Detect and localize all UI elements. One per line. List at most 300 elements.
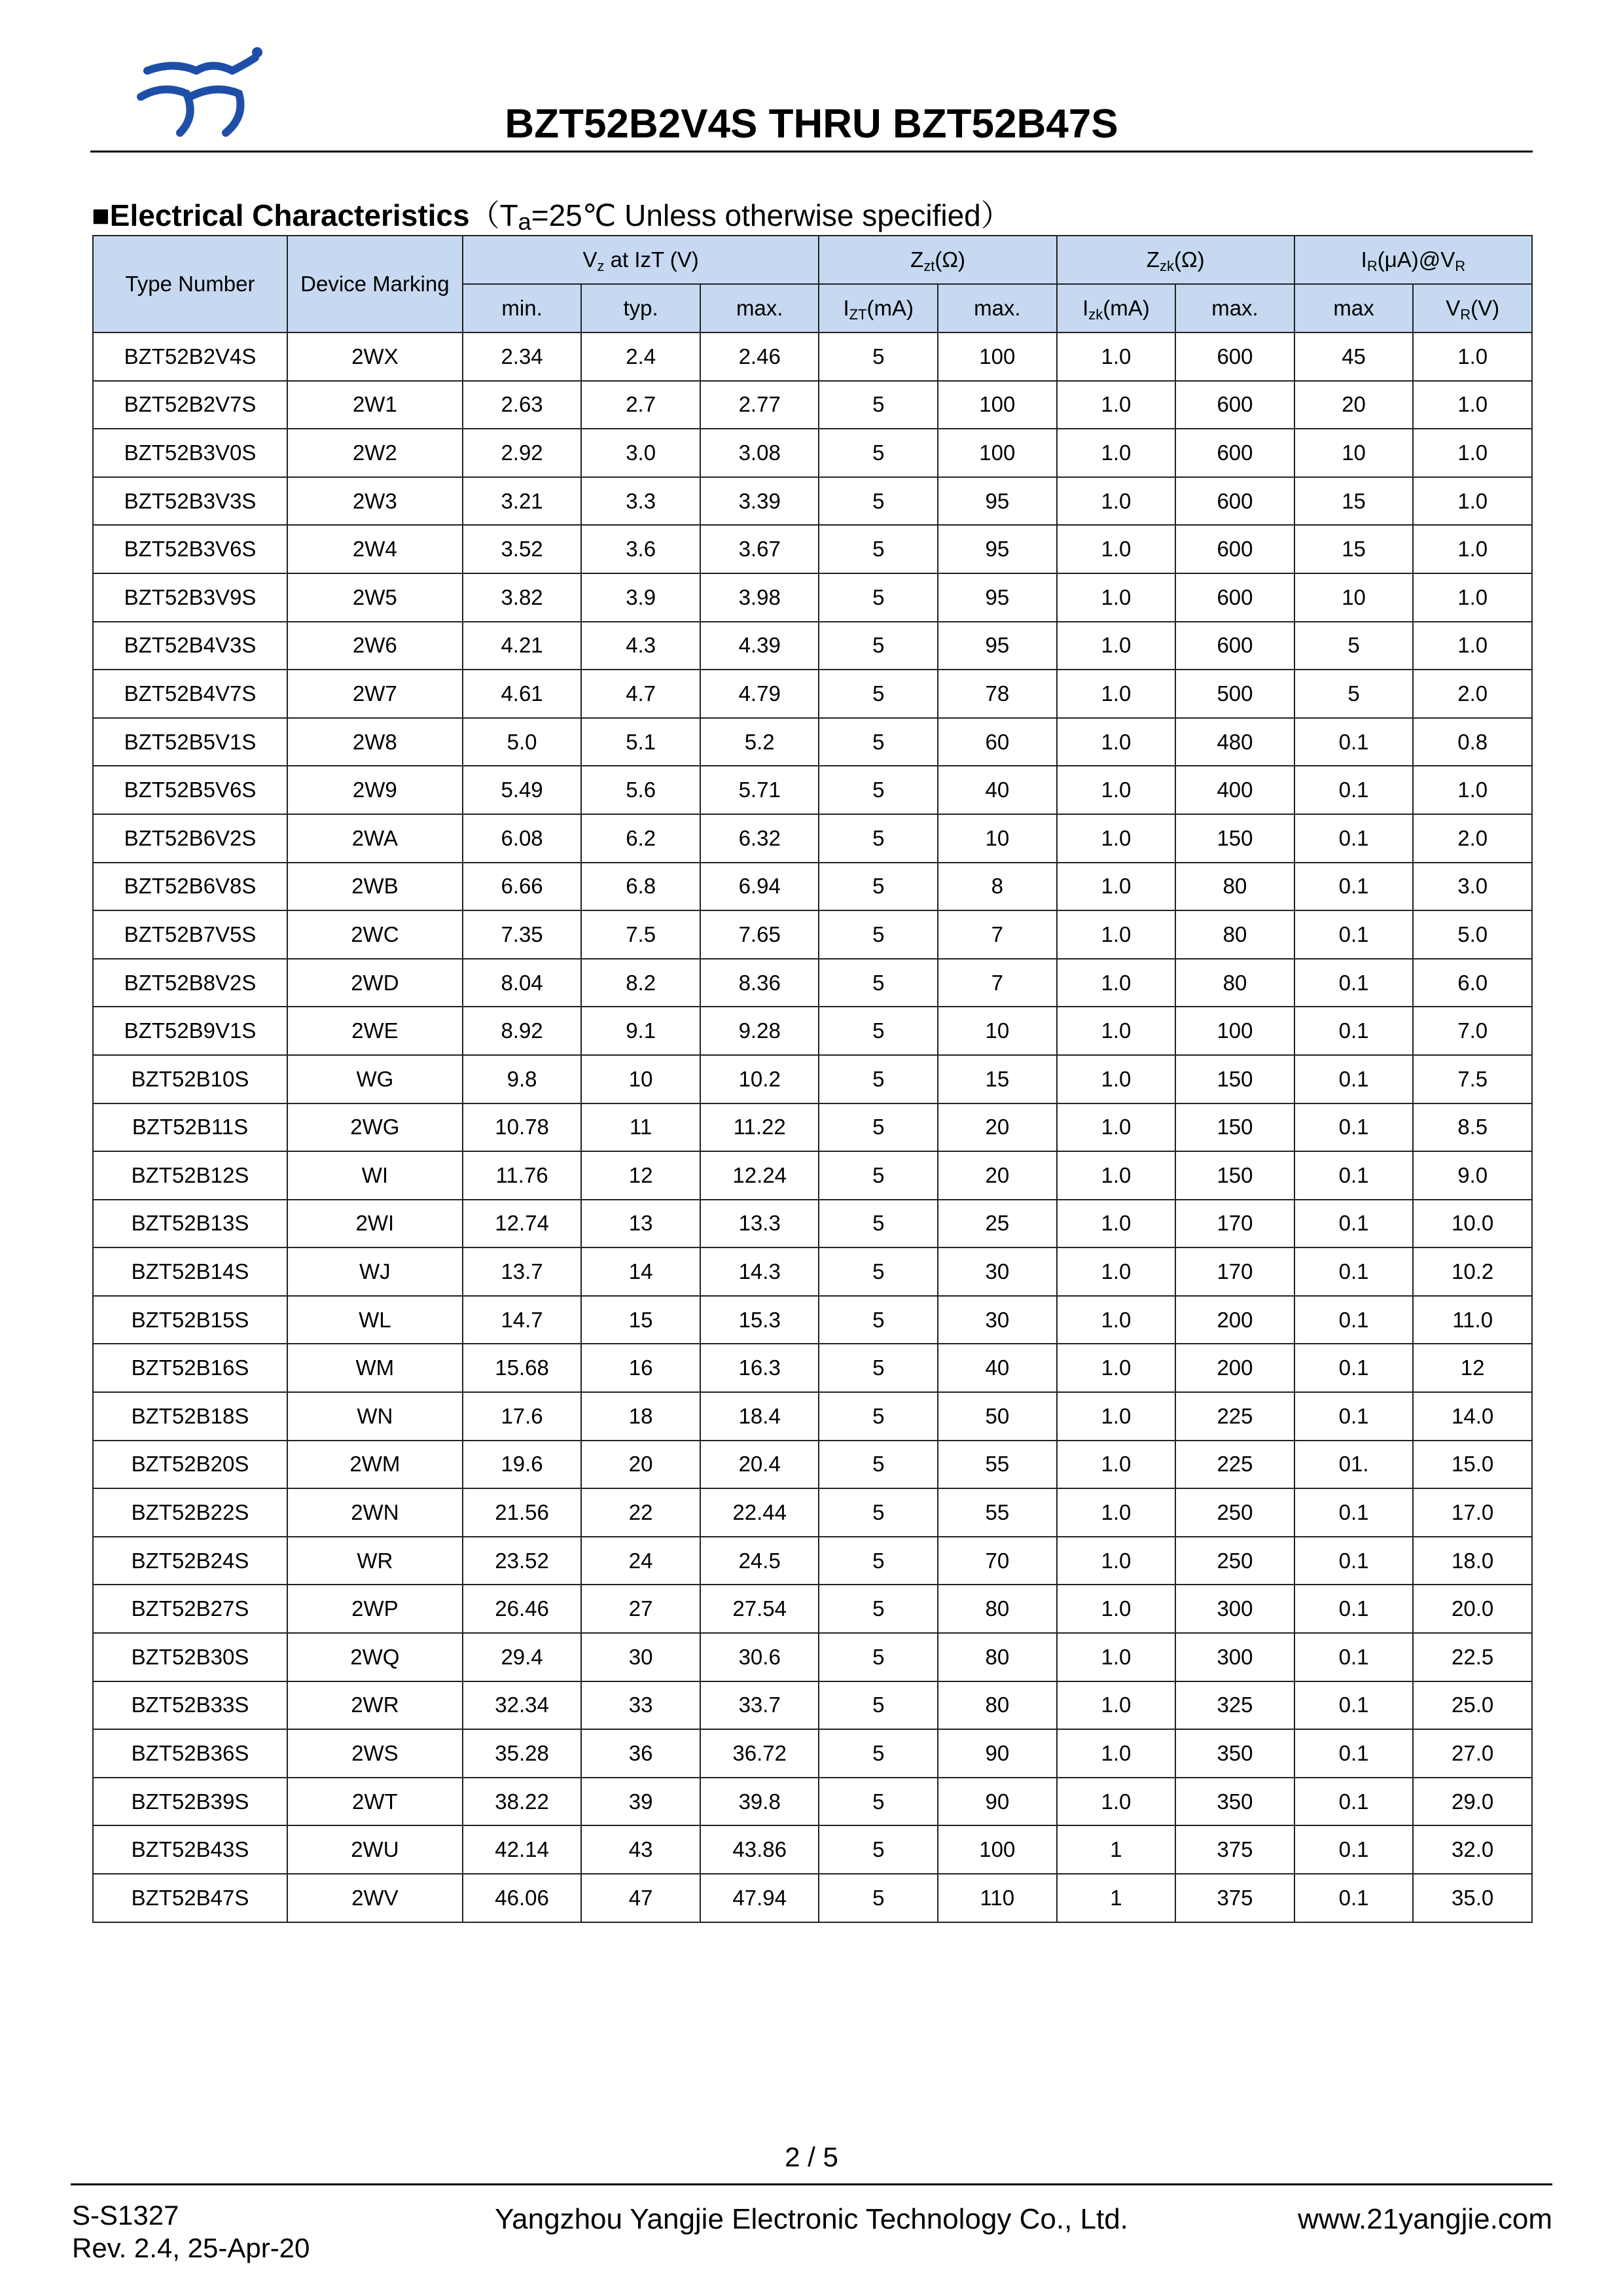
col-vz-min: min. [463, 284, 582, 332]
table-cell: BZT52B18S [93, 1392, 287, 1441]
table-cell: 5 [819, 1007, 938, 1055]
table-cell: 600 [1175, 525, 1294, 573]
table-cell: 225 [1175, 1441, 1294, 1489]
table-cell: 0.1 [1294, 863, 1414, 911]
table-cell: BZT52B14S [93, 1247, 287, 1296]
table-cell: 6.8 [581, 863, 700, 911]
table-cell: 20 [1294, 381, 1414, 429]
table-cell: 1.0 [1413, 381, 1532, 429]
table-cell: 18.0 [1413, 1537, 1532, 1585]
footer-divider [71, 2183, 1552, 2185]
table-cell: 15.0 [1413, 1441, 1532, 1489]
table-row [93, 1007, 1532, 1055]
table-cell: 2.63 [463, 381, 582, 429]
table-cell: 27.54 [700, 1585, 819, 1633]
table-cell: 47.94 [700, 1874, 819, 1922]
table-cell: 350 [1175, 1778, 1294, 1826]
table-cell: 6.2 [581, 814, 700, 863]
table-cell: 2WU [287, 1825, 463, 1874]
table-cell: 5 [819, 381, 938, 429]
table-cell: 8.92 [463, 1007, 582, 1055]
table-row [93, 1729, 1532, 1778]
table-cell: 22.44 [700, 1488, 819, 1537]
table-cell: 0.1 [1294, 1488, 1414, 1537]
table-cell: 10.2 [1413, 1247, 1532, 1296]
table-cell: BZT52B47S [93, 1874, 287, 1922]
table-cell: 5 [819, 1247, 938, 1296]
col-izk: $I_{zk}(mA)$ [1057, 284, 1176, 332]
table-cell: 95 [938, 477, 1057, 526]
table-cell: BZT52B27S [93, 1585, 287, 1633]
table-cell: 2W1 [287, 381, 463, 429]
table-cell: 2WR [287, 1681, 463, 1730]
table-cell: BZT52B24S [93, 1537, 287, 1585]
table-cell: 27 [581, 1585, 700, 1633]
table-cell: 55 [938, 1488, 1057, 1537]
table-cell: 1.0 [1057, 959, 1176, 1007]
table-cell: 5 [819, 332, 938, 381]
table-cell: 5 [819, 1585, 938, 1633]
table-cell: 17.6 [463, 1392, 582, 1441]
table-row [93, 1247, 1532, 1296]
table-cell: 300 [1175, 1633, 1294, 1681]
table-row [93, 1103, 1532, 1152]
table-cell: 1.0 [1057, 332, 1176, 381]
table-cell: 2WA [287, 814, 463, 863]
table-cell: 10 [581, 1055, 700, 1103]
table-cell: 80 [938, 1633, 1057, 1681]
table-cell: 60 [938, 718, 1057, 766]
table-cell: 25 [938, 1200, 1057, 1248]
table-cell: 5 [819, 1488, 938, 1537]
table-cell: 5 [819, 1874, 938, 1922]
table-cell: 3.6 [581, 525, 700, 573]
table-cell: 24 [581, 1537, 700, 1585]
table-cell: 5 [819, 1151, 938, 1200]
table-cell: 80 [938, 1681, 1057, 1730]
table-cell: 5 [819, 525, 938, 573]
table-cell: 0.1 [1294, 1681, 1414, 1730]
table-cell: BZT52B30S [93, 1633, 287, 1681]
table-cell: 14 [581, 1247, 700, 1296]
table-cell: 0.1 [1294, 1825, 1414, 1874]
table-cell: 7.35 [463, 910, 582, 959]
table-cell: 1.0 [1057, 429, 1176, 477]
table-cell: 26.46 [463, 1585, 582, 1633]
table-cell: 5 [819, 1200, 938, 1248]
table-cell: BZT52B2V7S [93, 381, 287, 429]
table-cell: 5 [819, 1778, 938, 1826]
table-cell: 3.67 [700, 525, 819, 573]
table-cell: 5 [819, 910, 938, 959]
table-row [93, 1344, 1532, 1392]
table-cell: 4.3 [581, 622, 700, 670]
table-row [93, 332, 1532, 381]
table-cell: 22 [581, 1488, 700, 1537]
table-cell: 0.1 [1294, 1392, 1414, 1441]
table-cell: WN [287, 1392, 463, 1441]
table-cell: 1.0 [1057, 1247, 1176, 1296]
table-row [93, 1681, 1532, 1730]
table-cell: 14.0 [1413, 1392, 1532, 1441]
table-cell: 12.24 [700, 1151, 819, 1200]
table-cell: 1.0 [1057, 1200, 1176, 1248]
table-cell: 25.0 [1413, 1681, 1532, 1730]
col-zzt-max: max. [938, 284, 1057, 332]
table-cell: 0.8 [1413, 718, 1532, 766]
table-cell: 35.28 [463, 1729, 582, 1778]
table-cell: 80 [1175, 863, 1294, 911]
table-cell: 1.0 [1057, 1007, 1176, 1055]
table-row [93, 1825, 1532, 1874]
table-cell: 15.3 [700, 1296, 819, 1344]
table-cell: 3.82 [463, 573, 582, 622]
table-cell: 27.0 [1413, 1729, 1532, 1778]
table-cell: 600 [1175, 381, 1294, 429]
table-cell: 5 [819, 1103, 938, 1152]
table-cell: 43.86 [700, 1825, 819, 1874]
col-vr: $V_R(V)$ [1413, 284, 1532, 332]
table-cell: 3.0 [581, 429, 700, 477]
table-cell: 1 [1057, 1874, 1176, 1922]
table-row [93, 1296, 1532, 1344]
table-cell: 1.0 [1057, 1392, 1176, 1441]
table-cell: 4.61 [463, 670, 582, 718]
table-cell: 0.1 [1294, 1055, 1414, 1103]
table-cell: 1.0 [1057, 1537, 1176, 1585]
table-cell: 2.92 [463, 429, 582, 477]
table-cell: 15 [581, 1296, 700, 1344]
table-cell: 1.0 [1057, 1296, 1176, 1344]
table-cell: 6.08 [463, 814, 582, 863]
table-cell: 7.0 [1413, 1007, 1532, 1055]
table-cell: 5 [819, 1729, 938, 1778]
table-cell: 40 [938, 766, 1057, 814]
table-cell: 5.71 [700, 766, 819, 814]
table-cell: 5 [1294, 670, 1414, 718]
section-heading: Electrical Characteristics [109, 198, 470, 232]
table-cell: 250 [1175, 1537, 1294, 1585]
table-cell: 2W6 [287, 622, 463, 670]
table-cell: 5 [819, 1633, 938, 1681]
table-cell: 21.56 [463, 1488, 582, 1537]
table-cell: 1.0 [1057, 910, 1176, 959]
table-cell: 480 [1175, 718, 1294, 766]
table-row [93, 1392, 1532, 1441]
table-cell: 1.0 [1057, 1344, 1176, 1392]
document-title: BZT52B2V4S THRU BZT52B47S [505, 101, 1118, 147]
table-cell: 2.4 [581, 332, 700, 381]
table-cell: 225 [1175, 1392, 1294, 1441]
table-row [93, 766, 1532, 814]
website: www.21yangjie.com [1298, 2203, 1552, 2235]
table-cell: 5.6 [581, 766, 700, 814]
table-cell: BZT52B22S [93, 1488, 287, 1537]
table-cell: 10 [1294, 573, 1414, 622]
table-cell: 11 [581, 1103, 700, 1152]
table-cell: 1.0 [1057, 381, 1176, 429]
table-cell: BZT52B4V7S [93, 670, 287, 718]
table-cell: 1.0 [1057, 1441, 1176, 1489]
table-cell: 20.4 [700, 1441, 819, 1489]
table-cell: 1.0 [1057, 573, 1176, 622]
table-cell: 100 [1175, 1007, 1294, 1055]
table-cell: 3.3 [581, 477, 700, 526]
table-cell: BZT52B3V9S [93, 573, 287, 622]
table-cell: 170 [1175, 1200, 1294, 1248]
table-cell: 14.7 [463, 1296, 582, 1344]
table-cell: 100 [938, 332, 1057, 381]
table-cell: 500 [1175, 670, 1294, 718]
table-row [93, 910, 1532, 959]
table-cell: 95 [938, 573, 1057, 622]
table-row [93, 622, 1532, 670]
col-device-marking: Device Marking [287, 236, 463, 332]
table-cell: BZT52B7V5S [93, 910, 287, 959]
table-cell: 5 [819, 429, 938, 477]
table-cell: 0.1 [1294, 1247, 1414, 1296]
table-cell: 7 [938, 959, 1057, 1007]
col-vz-typ: typ. [581, 284, 700, 332]
table-cell: 2W5 [287, 573, 463, 622]
table-cell: 375 [1175, 1874, 1294, 1922]
table-row [93, 573, 1532, 622]
table-cell: 2W4 [287, 525, 463, 573]
table-cell: 15.68 [463, 1344, 582, 1392]
table-cell: 80 [938, 1585, 1057, 1633]
table-cell: 4.79 [700, 670, 819, 718]
table-cell: 2WB [287, 863, 463, 911]
table-cell: BZT52B16S [93, 1344, 287, 1392]
table-cell: 2.0 [1413, 670, 1532, 718]
table-cell: BZT52B36S [93, 1729, 287, 1778]
table-cell: BZT52B8V2S [93, 959, 287, 1007]
table-cell: 600 [1175, 429, 1294, 477]
table-cell: 8.36 [700, 959, 819, 1007]
table-cell: 1.0 [1413, 477, 1532, 526]
col-izt: $I_{ZT}(mA)$ [819, 284, 938, 332]
table-row [93, 1151, 1532, 1200]
table-cell: 2WP [287, 1585, 463, 1633]
table-cell: 46.06 [463, 1874, 582, 1922]
table-cell: 11.0 [1413, 1296, 1532, 1344]
table-cell: 2WM [287, 1441, 463, 1489]
table-cell: BZT52B43S [93, 1825, 287, 1874]
table-cell: 12 [581, 1151, 700, 1200]
col-group-zzt: $Z_{zt}(\Omega)$ [819, 236, 1056, 284]
table-cell: 0.1 [1294, 1729, 1414, 1778]
table-cell: 20 [581, 1441, 700, 1489]
table-cell: BZT52B2V4S [93, 332, 287, 381]
table-cell: 3.52 [463, 525, 582, 573]
table-cell: 1.0 [1057, 622, 1176, 670]
table-cell: 38.22 [463, 1778, 582, 1826]
table-cell: 2.7 [581, 381, 700, 429]
table-cell: 15 [938, 1055, 1057, 1103]
table-cell: 200 [1175, 1296, 1294, 1344]
table-cell: 0.1 [1294, 814, 1414, 863]
table-cell: 80 [1175, 959, 1294, 1007]
table-cell: 50 [938, 1392, 1057, 1441]
table-cell: 325 [1175, 1681, 1294, 1730]
table-cell: 1.0 [1413, 332, 1532, 381]
table-cell: 33 [581, 1681, 700, 1730]
table-cell: 9.28 [700, 1007, 819, 1055]
table-cell: 5 [819, 1537, 938, 1585]
table-row [93, 1537, 1532, 1585]
table-cell: 3.9 [581, 573, 700, 622]
table-cell: 11.76 [463, 1151, 582, 1200]
table-cell: 8.04 [463, 959, 582, 1007]
table-cell: 1.0 [1413, 766, 1532, 814]
table-cell: 43 [581, 1825, 700, 1874]
table-row [93, 863, 1532, 911]
table-cell: 39.8 [700, 1778, 819, 1826]
table-cell: 5 [819, 1296, 938, 1344]
table-cell: BZT52B13S [93, 1200, 287, 1248]
table-body [93, 332, 1532, 1922]
table-cell: 7.5 [581, 910, 700, 959]
table-cell: 10.78 [463, 1103, 582, 1152]
table-cell: BZT52B6V2S [93, 814, 287, 863]
table-cell: 2WG [287, 1103, 463, 1152]
table-cell: 1.0 [1057, 814, 1176, 863]
table-cell: WG [287, 1055, 463, 1103]
table-cell: 350 [1175, 1729, 1294, 1778]
table-row [93, 381, 1532, 429]
table-cell: 70 [938, 1537, 1057, 1585]
electrical-characteristics-table [92, 235, 1533, 1923]
table-cell: 1.0 [1057, 1103, 1176, 1152]
table-cell: WR [287, 1537, 463, 1585]
table-cell: 1.0 [1413, 622, 1532, 670]
table-cell: 32.0 [1413, 1825, 1532, 1874]
table-cell: 1.0 [1057, 718, 1176, 766]
table-cell: BZT52B10S [93, 1055, 287, 1103]
table-cell: 6.32 [700, 814, 819, 863]
table-cell: 36.72 [700, 1729, 819, 1778]
table-cell: 600 [1175, 477, 1294, 526]
table-cell: 5 [819, 670, 938, 718]
table-row [93, 814, 1532, 863]
table-cell: 2WV [287, 1874, 463, 1922]
table-row [93, 477, 1532, 526]
table-cell: 1.0 [1057, 1055, 1176, 1103]
table-cell: 0.1 [1294, 1537, 1414, 1585]
table-cell: 0.1 [1294, 1585, 1414, 1633]
table-cell: 170 [1175, 1247, 1294, 1296]
table-cell: 1.0 [1057, 525, 1176, 573]
table-cell: 1.0 [1057, 766, 1176, 814]
table-cell: 0.1 [1294, 959, 1414, 1007]
table-cell: 2W3 [287, 477, 463, 526]
table-cell: 16 [581, 1344, 700, 1392]
table-cell: 8 [938, 863, 1057, 911]
table-cell: 12.74 [463, 1200, 582, 1248]
table-cell: 5 [819, 622, 938, 670]
table-cell: 90 [938, 1729, 1057, 1778]
table-cell: 5.49 [463, 766, 582, 814]
table-cell: 1.0 [1057, 863, 1176, 911]
table-cell: 0.1 [1294, 1778, 1414, 1826]
table-cell: 150 [1175, 1151, 1294, 1200]
table-cell: 80 [1175, 910, 1294, 959]
table-cell: 4.7 [581, 670, 700, 718]
table-cell: 15 [1294, 477, 1414, 526]
table-cell: 29.0 [1413, 1778, 1532, 1826]
table-cell: 36 [581, 1729, 700, 1778]
table-cell: 2WX [287, 332, 463, 381]
table-cell: 200 [1175, 1344, 1294, 1392]
table-cell: 10.2 [700, 1055, 819, 1103]
table-cell: 0.1 [1294, 1103, 1414, 1152]
table-cell: 90 [938, 1778, 1057, 1826]
table-cell: 5.1 [581, 718, 700, 766]
table-cell: 22.5 [1413, 1633, 1532, 1681]
table-cell: 15 [1294, 525, 1414, 573]
table-cell: 3.39 [700, 477, 819, 526]
table-cell: 18.4 [700, 1392, 819, 1441]
table-cell: 3.0 [1413, 863, 1532, 911]
table-cell: 55 [938, 1441, 1057, 1489]
table-cell: 30.6 [700, 1633, 819, 1681]
table-cell: 0.1 [1294, 766, 1414, 814]
table-cell: 2WI [287, 1200, 463, 1248]
table-cell: 6.0 [1413, 959, 1532, 1007]
table-cell: 5 [819, 1825, 938, 1874]
table-cell: 33.7 [700, 1681, 819, 1730]
table-cell: BZT52B3V3S [93, 477, 287, 526]
table-cell: 7.65 [700, 910, 819, 959]
table-cell: 300 [1175, 1585, 1294, 1633]
table-cell: 8.2 [581, 959, 700, 1007]
table-cell: 600 [1175, 622, 1294, 670]
table-cell: 14.3 [700, 1247, 819, 1296]
table-cell: 400 [1175, 766, 1294, 814]
table-cell: 0.1 [1294, 1200, 1414, 1248]
header-divider [90, 151, 1533, 152]
table-cell: 0.1 [1294, 1296, 1414, 1344]
table-cell: 5 [819, 1681, 938, 1730]
table-cell: 0.1 [1294, 910, 1414, 959]
col-group-vz: $V_z$ at IzT (V) [463, 236, 819, 284]
table-cell: 5 [819, 1441, 938, 1489]
table-row [93, 525, 1532, 573]
table-cell: 42.14 [463, 1825, 582, 1874]
table-cell: 7 [938, 910, 1057, 959]
table-cell: 1.0 [1057, 1681, 1176, 1730]
table-cell: 2WC [287, 910, 463, 959]
table-cell: 5 [819, 959, 938, 1007]
table-cell: 20.0 [1413, 1585, 1532, 1633]
table-cell: BZT52B6V8S [93, 863, 287, 911]
table-cell: 6.94 [700, 863, 819, 911]
table-cell: 39 [581, 1778, 700, 1826]
table-cell: 1.0 [1413, 525, 1532, 573]
table-row [93, 718, 1532, 766]
table-cell: 3.98 [700, 573, 819, 622]
table-cell: 5 [819, 863, 938, 911]
table-cell: BZT52B5V1S [93, 718, 287, 766]
table-cell: 9.0 [1413, 1151, 1532, 1200]
table-cell: BZT52B12S [93, 1151, 287, 1200]
table-cell: 4.39 [700, 622, 819, 670]
table-cell: 1.0 [1057, 1778, 1176, 1826]
table-cell: 2WE [287, 1007, 463, 1055]
table-row [93, 1633, 1532, 1681]
table-cell: 10 [938, 1007, 1057, 1055]
table-cell: 100 [938, 1825, 1057, 1874]
